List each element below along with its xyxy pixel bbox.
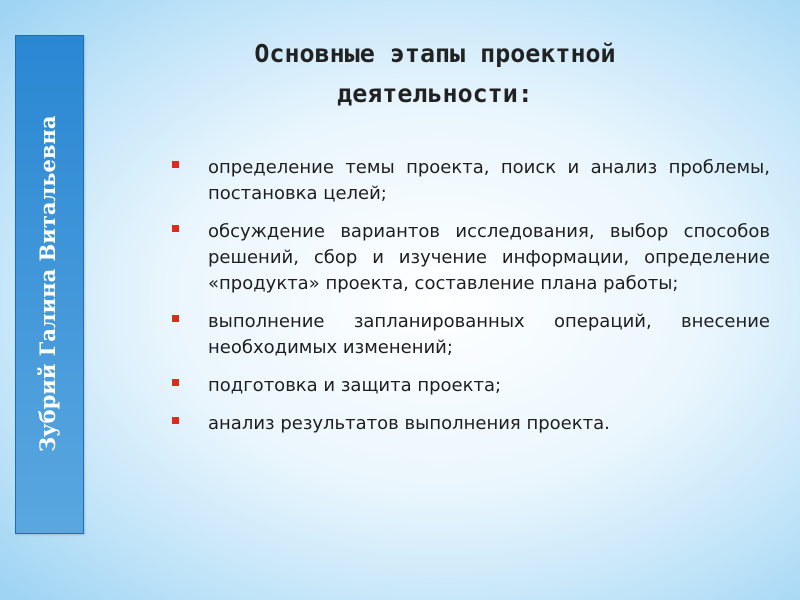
bullet-marker-icon (172, 161, 179, 168)
bullet-marker-icon (172, 379, 179, 386)
list-item (170, 155, 770, 207)
bullet-marker-icon (172, 315, 179, 322)
list-item-text: выполнение запланированных операций, внесение необходимых изменений; (208, 311, 770, 358)
list-item (170, 219, 770, 297)
stages-list (170, 155, 770, 449)
list-item (170, 411, 770, 437)
bullet-marker-icon (172, 225, 179, 232)
list-item-text: обсуждение вариантов исследования, выбор способов решений, сбор и изучение информации, определение «продукта» проекта, составление плана работы; (208, 221, 770, 294)
list-item-text: подготовка и защита проекта; (208, 375, 502, 396)
bullet-marker-icon (172, 417, 179, 424)
author-name: Зубрий Галина Витальевна (35, 115, 60, 452)
list-item-text: определение темы проекта, поиск и анализ проблемы, постановка целей; (208, 157, 770, 204)
slide-title: Основные этапы проектной деятельности: (254, 39, 616, 108)
list-item (170, 309, 770, 361)
list-item-text: анализ результатов выполнения проекта. (208, 413, 610, 434)
list-item (170, 373, 770, 399)
